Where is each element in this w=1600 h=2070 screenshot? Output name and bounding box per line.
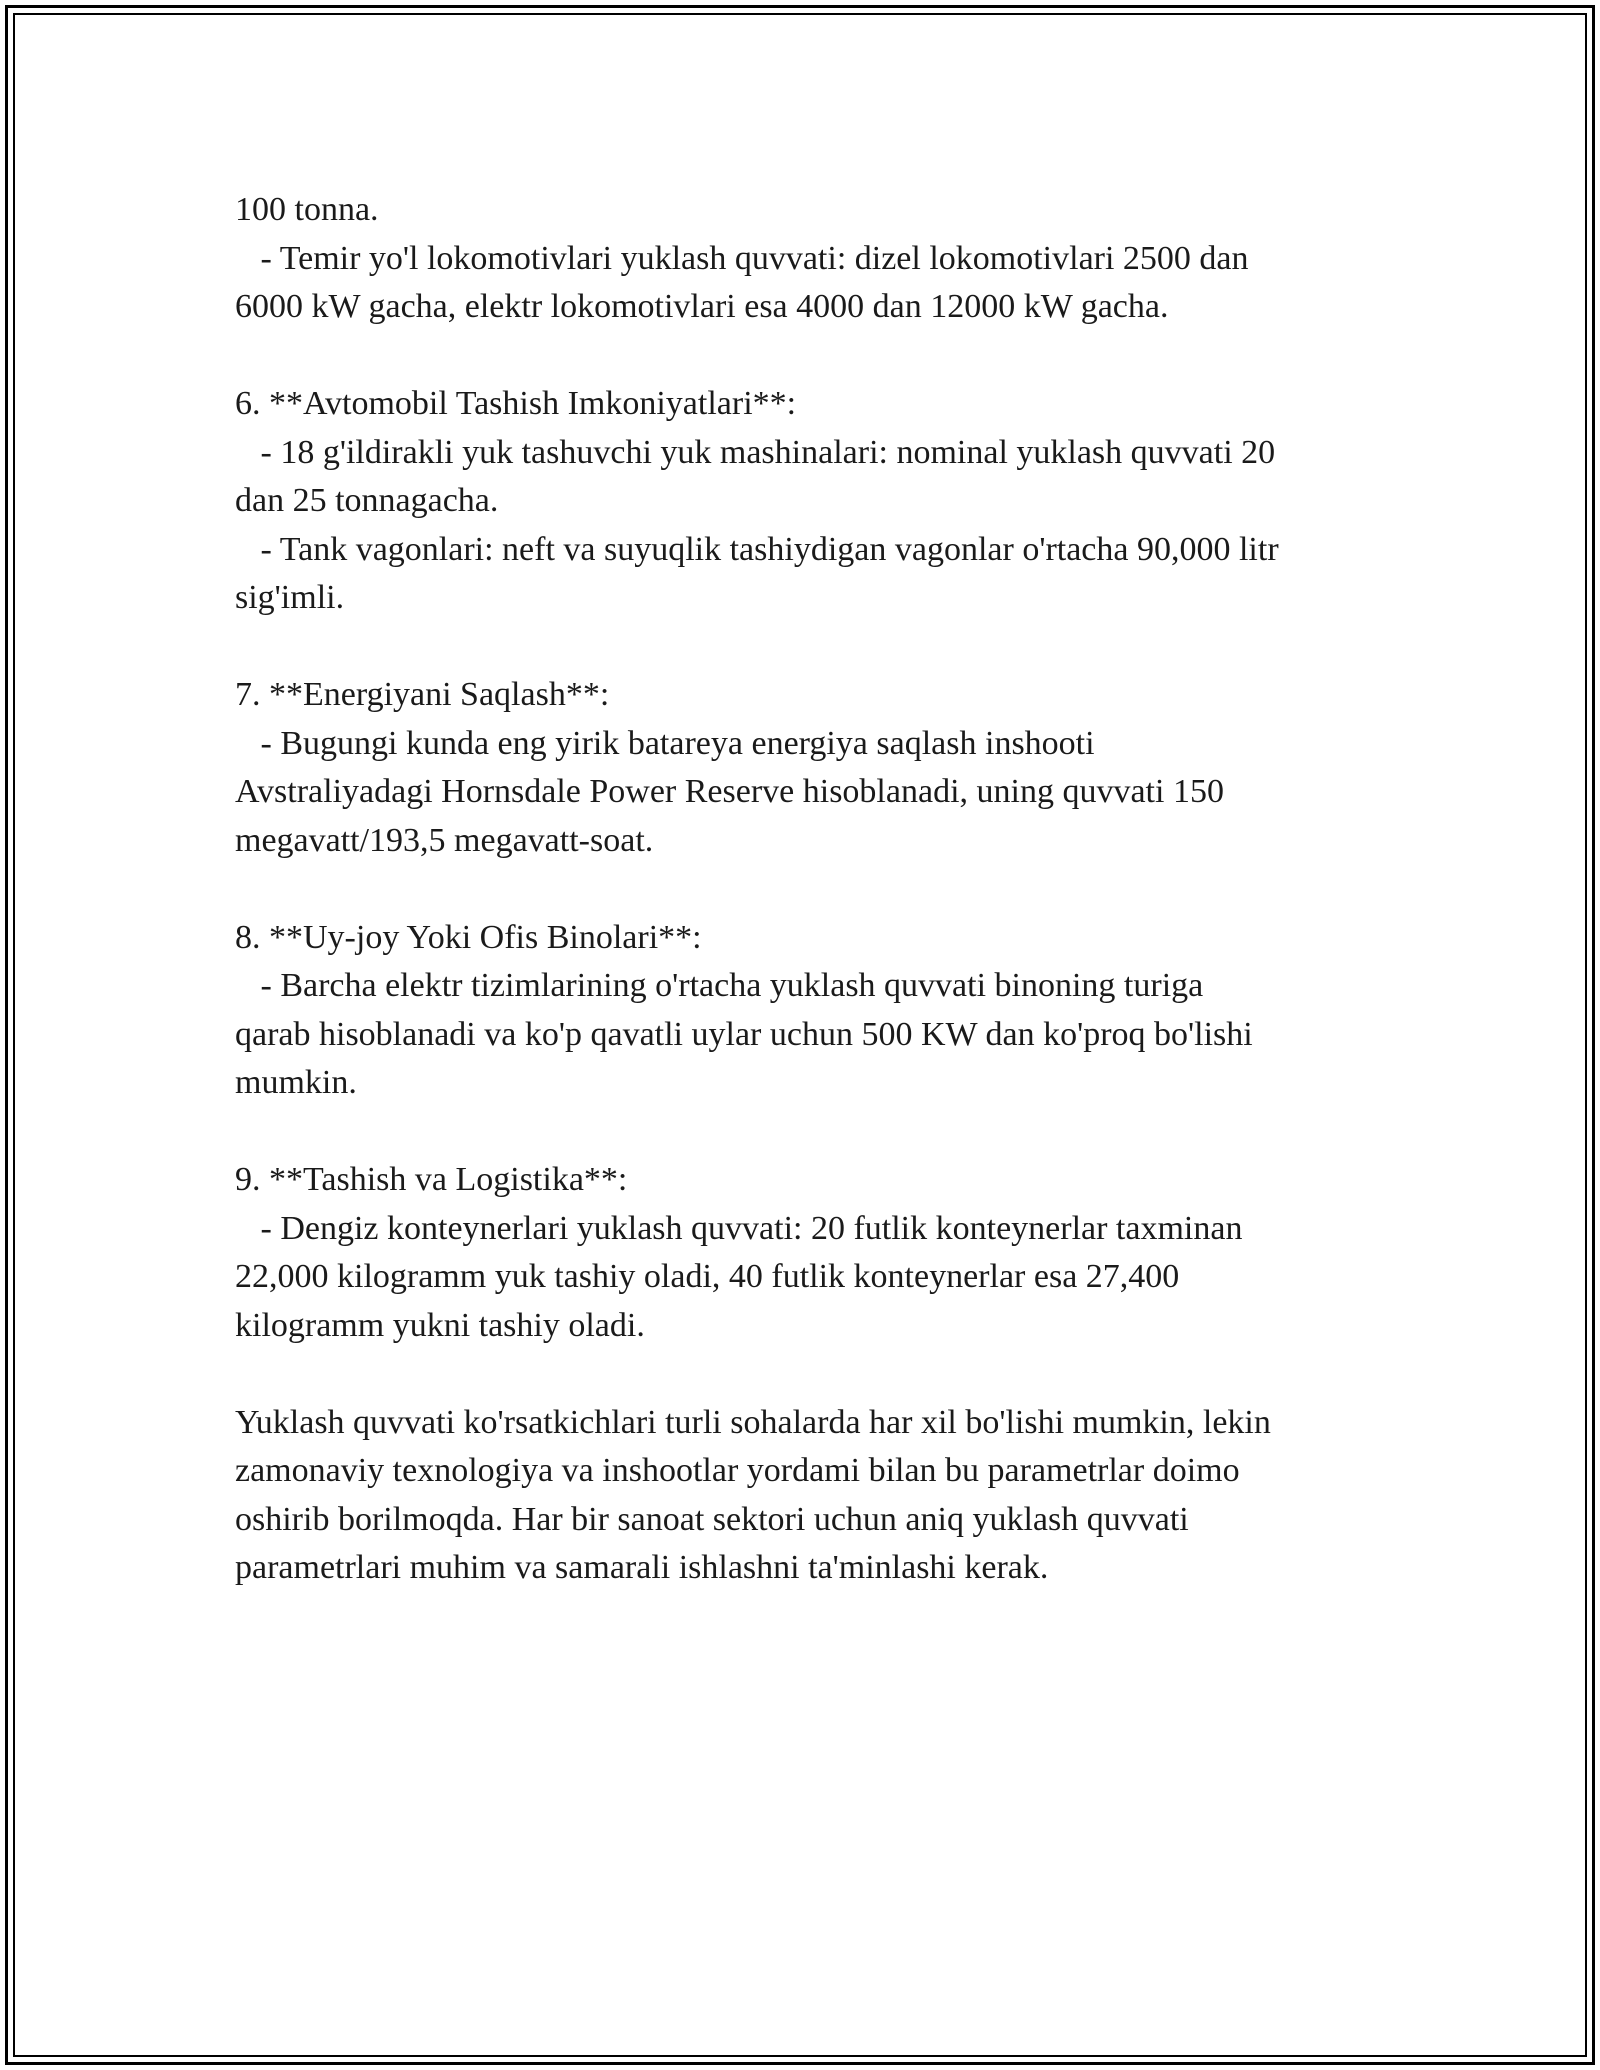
blank-line	[235, 623, 1385, 672]
document-body	[235, 186, 1385, 1593]
conclusion-line: oshirib borilmoqda. Har bir sanoat sektori uchun aniq yuklash quvvati	[235, 1500, 1189, 1538]
conclusion-line: zamonaviy texnologiya va inshootlar yordami bilan bu parametrlar doimo	[235, 1452, 1240, 1489]
text-line: megavatt/193,5 megavatt-soat.	[235, 821, 654, 859]
blank-line	[235, 865, 1385, 914]
text-line: - 18 g'ildirakli yuk tashuvchi yuk mashinalari: nominal yuklash quvvati 20	[235, 433, 1276, 471]
text-line: - Dengiz konteynerlari yuklash quvvati: 20 futlik konteynerlar taxminan	[235, 1209, 1243, 1247]
text-line: qarab hisoblanadi va ko'p qavatli uylar uchun 500 KW dan ko'proq bo'lishi	[235, 1015, 1253, 1053]
text-line: 6000 kW gacha, elektr lokomotivlari esa 4000 dan 12000 kW gacha.	[235, 288, 1169, 325]
section-heading: 6. **Avtomobil Tashish Imkoniyatlari**:	[235, 385, 797, 422]
text-line: 22,000 kilogramm yuk tashiy oladi, 40 futlik konteynerlar esa 27,400	[235, 1258, 1180, 1295]
section-heading: 8. **Uy-joy Yoki Ofis Binolari**:	[235, 918, 702, 956]
conclusion-line: parametrlari muhim va samarali ishlashni ta'minlashi kerak.	[235, 1549, 1049, 1586]
text-line: mumkin.	[235, 1064, 357, 1101]
text-line: - Temir yo'l lokomotivlari yuklash quvvati: dizel lokomotivlari 2500 dan	[235, 239, 1249, 277]
text-line: - Bugungi kunda eng yirik batareya energiya saqlash inshooti	[235, 724, 1095, 762]
text-line: Avstraliyadagi Hornsdale Power Reserve hisoblanadi, uning quvvati 150	[235, 773, 1224, 810]
section-heading: 9. **Tashish va Logistika**:	[235, 1161, 628, 1198]
text-line: - Barcha elektr tizimlarining o'rtacha yuklash quvvati binoning turiga	[235, 967, 1204, 1004]
conclusion-line: Yuklash quvvati ko'rsatkichlari turli sohalarda har xil bo'lishi mumkin, lekin	[235, 1403, 1271, 1441]
section-heading: 7. **Energiyani Saqlash**:	[235, 676, 610, 713]
blank-line	[235, 332, 1385, 381]
blank-line	[235, 1350, 1385, 1399]
text-line: kilogramm yukni tashiy oladi.	[235, 1306, 645, 1344]
text-line: - Tank vagonlari: neft va suyuqlik tashiydigan vagonlar o'rtacha 90,000 litr	[235, 530, 1279, 568]
text-line: 100 tonna.	[235, 191, 379, 228]
text-line: sig'imli.	[235, 579, 345, 616]
text-line: dan 25 tonnagacha.	[235, 482, 499, 519]
blank-line	[235, 1108, 1385, 1157]
